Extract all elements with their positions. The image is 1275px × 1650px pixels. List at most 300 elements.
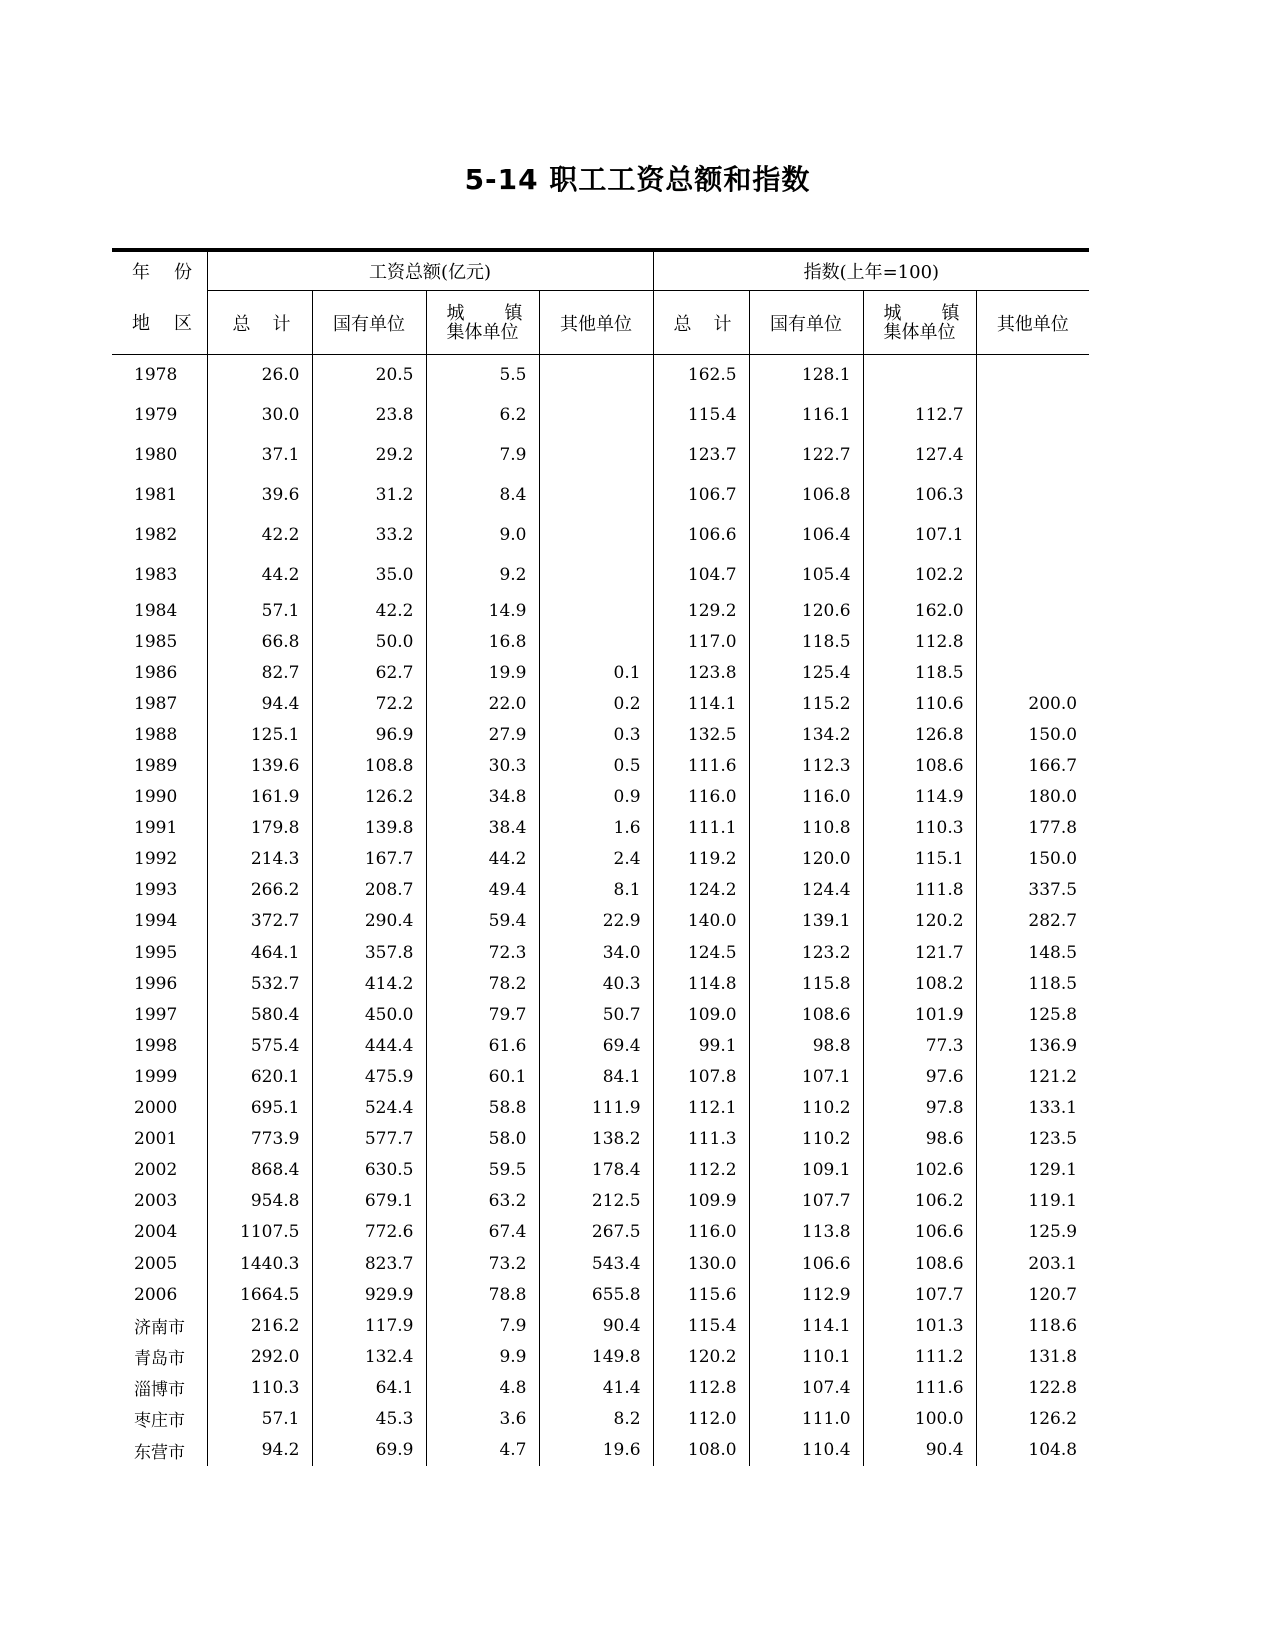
value-cell: 139.6 <box>207 750 312 781</box>
value-cell: 118.5 <box>863 657 976 688</box>
value-cell: 29.2 <box>312 435 426 475</box>
value-cell: 357.8 <box>312 937 426 968</box>
value-cell: 73.2 <box>426 1248 539 1279</box>
value-cell: 114.8 <box>653 968 749 999</box>
value-cell <box>539 355 653 396</box>
value-cell: 267.5 <box>539 1217 653 1248</box>
wages-other-header: 其他单位 <box>539 291 653 355</box>
value-cell: 113.8 <box>749 1217 863 1248</box>
value-cell: 1664.5 <box>207 1279 312 1310</box>
value-cell: 3.6 <box>426 1403 539 1434</box>
value-cell: 111.3 <box>653 1124 749 1155</box>
value-cell: 166.7 <box>976 750 1089 781</box>
value-cell: 580.4 <box>207 999 312 1030</box>
value-cell: 107.1 <box>749 1061 863 1092</box>
value-cell: 44.2 <box>426 844 539 875</box>
value-cell: 115.8 <box>749 968 863 999</box>
value-cell: 414.2 <box>312 968 426 999</box>
value-cell: 773.9 <box>207 1124 312 1155</box>
value-cell: 630.5 <box>312 1155 426 1186</box>
value-cell: 38.4 <box>426 813 539 844</box>
value-cell: 14.9 <box>426 595 539 626</box>
row-label-cell: 1993 <box>134 880 178 901</box>
value-cell: 115.6 <box>653 1279 749 1310</box>
row-label-cell: 2005 <box>134 1253 178 1274</box>
value-cell: 1440.3 <box>207 1248 312 1279</box>
value-cell <box>976 435 1089 475</box>
value-cell: 106.6 <box>653 515 749 555</box>
value-cell: 49.4 <box>426 875 539 906</box>
value-cell: 102.2 <box>863 555 976 595</box>
row-label-cell: 东营市 <box>134 1442 185 1463</box>
value-cell <box>976 395 1089 435</box>
value-cell: 77.3 <box>863 1030 976 1061</box>
value-cell: 84.1 <box>539 1061 653 1092</box>
value-cell: 954.8 <box>207 1186 312 1217</box>
value-cell: 110.3 <box>863 813 976 844</box>
value-cell: 162.5 <box>653 355 749 396</box>
value-cell: 112.9 <box>749 1279 863 1310</box>
value-cell: 140.0 <box>653 906 749 937</box>
value-cell: 107.4 <box>749 1372 863 1403</box>
table-row <box>112 595 1089 626</box>
value-cell: 120.7 <box>976 1279 1089 1310</box>
value-cell: 9.2 <box>426 555 539 595</box>
value-cell: 106.8 <box>749 475 863 515</box>
value-cell: 58.0 <box>426 1124 539 1155</box>
value-cell: 94.4 <box>207 688 312 719</box>
value-cell: 107.1 <box>863 515 976 555</box>
value-cell: 679.1 <box>312 1186 426 1217</box>
table-row <box>112 1403 1089 1434</box>
value-cell: 132.5 <box>653 719 749 750</box>
value-cell: 179.8 <box>207 813 312 844</box>
value-cell: 111.6 <box>653 750 749 781</box>
value-cell: 111.8 <box>863 875 976 906</box>
value-cell <box>539 435 653 475</box>
value-cell: 9.0 <box>426 515 539 555</box>
value-cell: 149.8 <box>539 1341 653 1372</box>
value-cell: 99.1 <box>653 1030 749 1061</box>
value-cell: 139.1 <box>749 906 863 937</box>
row-label-cell: 1996 <box>134 973 178 994</box>
value-cell: 61.6 <box>426 1030 539 1061</box>
value-cell <box>863 355 976 396</box>
value-cell: 114.1 <box>653 688 749 719</box>
value-cell: 37.1 <box>207 435 312 475</box>
value-cell: 112.2 <box>653 1155 749 1186</box>
row-label-cell: 1991 <box>134 818 178 839</box>
value-cell: 123.8 <box>653 657 749 688</box>
value-cell: 120.6 <box>749 595 863 626</box>
table-row <box>112 1435 1089 1466</box>
value-cell: 120.2 <box>863 906 976 937</box>
value-cell: 464.1 <box>207 937 312 968</box>
table-row <box>112 475 1089 515</box>
value-cell: 106.6 <box>863 1217 976 1248</box>
table-row <box>112 515 1089 555</box>
value-cell: 444.4 <box>312 1030 426 1061</box>
value-cell: 337.5 <box>976 875 1089 906</box>
value-cell: 97.6 <box>863 1061 976 1092</box>
row-label-cell: 2002 <box>134 1160 178 1181</box>
index-other-header: 其他单位 <box>976 291 1089 355</box>
value-cell: 110.2 <box>749 1093 863 1124</box>
value-cell: 63.2 <box>426 1186 539 1217</box>
value-cell: 116.1 <box>749 395 863 435</box>
value-cell: 133.1 <box>976 1093 1089 1124</box>
value-cell: 177.8 <box>976 813 1089 844</box>
value-cell: 129.1 <box>976 1155 1089 1186</box>
value-cell: 532.7 <box>207 968 312 999</box>
value-cell: 60.1 <box>426 1061 539 1092</box>
value-cell: 167.7 <box>312 844 426 875</box>
row-label-cell: 1999 <box>134 1066 178 1087</box>
value-cell: 200.0 <box>976 688 1089 719</box>
value-cell: 6.2 <box>426 395 539 435</box>
table-row <box>112 688 1089 719</box>
value-cell: 107.7 <box>749 1186 863 1217</box>
value-cell: 102.6 <box>863 1155 976 1186</box>
value-cell: 100.0 <box>863 1403 976 1434</box>
value-cell: 62.7 <box>312 657 426 688</box>
value-cell: 31.2 <box>312 475 426 515</box>
value-cell: 72.2 <box>312 688 426 719</box>
value-cell: 108.2 <box>863 968 976 999</box>
value-cell: 139.8 <box>312 813 426 844</box>
value-cell: 108.6 <box>863 750 976 781</box>
value-cell: 1107.5 <box>207 1217 312 1248</box>
row-label-cell: 2003 <box>134 1191 178 1212</box>
value-cell: 94.2 <box>207 1435 312 1466</box>
value-cell: 110.8 <box>749 813 863 844</box>
value-cell: 112.8 <box>863 626 976 657</box>
value-cell: 290.4 <box>312 906 426 937</box>
value-cell: 20.5 <box>312 355 426 396</box>
value-cell: 180.0 <box>976 782 1089 813</box>
value-cell: 66.8 <box>207 626 312 657</box>
value-cell: 0.9 <box>539 782 653 813</box>
value-cell: 214.3 <box>207 844 312 875</box>
value-cell <box>976 555 1089 595</box>
value-cell: 7.9 <box>426 435 539 475</box>
table-row <box>112 657 1089 688</box>
value-cell: 208.7 <box>312 875 426 906</box>
row-label-cell: 2000 <box>134 1098 178 1119</box>
value-cell: 127.4 <box>863 435 976 475</box>
value-cell: 138.2 <box>539 1124 653 1155</box>
value-cell: 57.1 <box>207 1403 312 1434</box>
value-cell: 98.8 <box>749 1030 863 1061</box>
value-cell: 105.4 <box>749 555 863 595</box>
value-cell: 126.2 <box>976 1403 1089 1434</box>
value-cell: 216.2 <box>207 1310 312 1341</box>
table-body <box>112 355 1089 1466</box>
value-cell: 112.1 <box>653 1093 749 1124</box>
value-cell: 98.6 <box>863 1124 976 1155</box>
table-row <box>112 555 1089 595</box>
row-label-cell: 1998 <box>134 1035 178 1056</box>
value-cell: 111.6 <box>863 1372 976 1403</box>
page-title: 5-14 职工工资总额和指数 <box>464 163 811 196</box>
table-row <box>112 999 1089 1030</box>
value-cell: 42.2 <box>207 515 312 555</box>
value-cell: 8.2 <box>539 1403 653 1434</box>
row-label-cell: 1985 <box>134 631 178 652</box>
value-cell: 136.9 <box>976 1030 1089 1061</box>
row-label-cell: 2006 <box>134 1284 178 1305</box>
value-cell: 39.6 <box>207 475 312 515</box>
value-cell: 118.6 <box>976 1310 1089 1341</box>
value-cell: 108.8 <box>312 750 426 781</box>
corner-year-header: 年 份 <box>112 250 207 291</box>
value-cell: 64.1 <box>312 1372 426 1403</box>
value-cell: 44.2 <box>207 555 312 595</box>
value-cell: 929.9 <box>312 1279 426 1310</box>
value-cell: 41.4 <box>539 1372 653 1403</box>
wages-group-header: 工资总额(亿元) <box>207 250 653 291</box>
value-cell: 109.9 <box>653 1186 749 1217</box>
value-cell: 121.7 <box>863 937 976 968</box>
value-cell: 110.6 <box>863 688 976 719</box>
value-cell: 115.2 <box>749 688 863 719</box>
value-cell: 282.7 <box>976 906 1089 937</box>
value-cell: 114.9 <box>863 782 976 813</box>
value-cell: 111.0 <box>749 1403 863 1434</box>
value-cell: 125.9 <box>976 1217 1089 1248</box>
value-cell: 292.0 <box>207 1341 312 1372</box>
index-group-header: 指数(上年=100) <box>653 250 1089 291</box>
value-cell <box>976 626 1089 657</box>
corner-region-header: 地 区 <box>112 291 207 355</box>
value-cell <box>539 626 653 657</box>
value-cell: 150.0 <box>976 719 1089 750</box>
value-cell: 115.4 <box>653 395 749 435</box>
value-cell: 116.0 <box>749 782 863 813</box>
value-cell <box>539 395 653 435</box>
value-cell: 524.4 <box>312 1093 426 1124</box>
value-cell: 111.2 <box>863 1341 976 1372</box>
value-cell: 125.4 <box>749 657 863 688</box>
table-row <box>112 1372 1089 1403</box>
value-cell: 107.8 <box>653 1061 749 1092</box>
table-row <box>112 626 1089 657</box>
value-cell: 111.1 <box>653 813 749 844</box>
value-cell: 8.1 <box>539 875 653 906</box>
table-row <box>112 1341 1089 1372</box>
value-cell: 35.0 <box>312 555 426 595</box>
value-cell: 79.7 <box>426 999 539 1030</box>
value-cell: 67.4 <box>426 1217 539 1248</box>
value-cell <box>976 475 1089 515</box>
value-cell: 72.3 <box>426 937 539 968</box>
value-cell: 123.5 <box>976 1124 1089 1155</box>
value-cell: 8.4 <box>426 475 539 515</box>
value-cell: 96.9 <box>312 719 426 750</box>
row-label-cell: 1983 <box>134 565 178 585</box>
value-cell: 772.6 <box>312 1217 426 1248</box>
value-cell: 23.8 <box>312 395 426 435</box>
value-cell: 126.2 <box>312 782 426 813</box>
value-cell: 101.9 <box>863 999 976 1030</box>
value-cell: 78.8 <box>426 1279 539 1310</box>
value-cell: 130.0 <box>653 1248 749 1279</box>
row-label-cell: 2001 <box>134 1129 178 1150</box>
row-label-cell: 1981 <box>134 485 178 505</box>
value-cell: 543.4 <box>539 1248 653 1279</box>
value-cell: 33.2 <box>312 515 426 555</box>
row-label-cell: 1986 <box>134 662 178 683</box>
value-cell: 115.4 <box>653 1310 749 1341</box>
value-cell: 132.4 <box>312 1341 426 1372</box>
wages-collective-header: 城 镇 集体单位 <box>426 291 539 355</box>
value-cell: 575.4 <box>207 1030 312 1061</box>
value-cell: 5.5 <box>426 355 539 396</box>
value-cell: 178.4 <box>539 1155 653 1186</box>
value-cell: 124.4 <box>749 875 863 906</box>
value-cell: 117.9 <box>312 1310 426 1341</box>
value-cell: 110.1 <box>749 1341 863 1372</box>
value-cell: 111.9 <box>539 1093 653 1124</box>
value-cell: 69.9 <box>312 1435 426 1466</box>
value-cell: 868.4 <box>207 1155 312 1186</box>
value-cell: 120.0 <box>749 844 863 875</box>
value-cell: 123.2 <box>749 937 863 968</box>
wages-total-header: 总 计 <box>207 291 312 355</box>
value-cell: 0.5 <box>539 750 653 781</box>
value-cell: 118.5 <box>749 626 863 657</box>
value-cell: 97.8 <box>863 1093 976 1124</box>
index-total-header: 总 计 <box>653 291 749 355</box>
value-cell: 30.0 <box>207 395 312 435</box>
value-cell: 117.0 <box>653 626 749 657</box>
table-row <box>112 1030 1089 1061</box>
value-cell: 124.5 <box>653 937 749 968</box>
value-cell: 577.7 <box>312 1124 426 1155</box>
index-state-header: 国有单位 <box>749 291 863 355</box>
row-label-cell: 2004 <box>134 1222 178 1243</box>
value-cell: 42.2 <box>312 595 426 626</box>
value-cell: 69.4 <box>539 1030 653 1061</box>
value-cell: 7.9 <box>426 1310 539 1341</box>
row-label-cell: 枣庄市 <box>134 1411 185 1432</box>
value-cell: 125.8 <box>976 999 1089 1030</box>
value-cell: 22.9 <box>539 906 653 937</box>
value-cell: 108.6 <box>749 999 863 1030</box>
value-cell: 112.3 <box>749 750 863 781</box>
value-cell: 0.3 <box>539 719 653 750</box>
value-cell: 50.7 <box>539 999 653 1030</box>
value-cell: 22.0 <box>426 688 539 719</box>
row-label-cell: 1994 <box>134 911 178 932</box>
table-row <box>112 1217 1089 1248</box>
value-cell <box>539 555 653 595</box>
value-cell: 123.7 <box>653 435 749 475</box>
value-cell: 108.0 <box>653 1435 749 1466</box>
row-label-cell: 1995 <box>134 942 178 963</box>
value-cell: 112.7 <box>863 395 976 435</box>
value-cell <box>976 595 1089 626</box>
value-cell: 110.4 <box>749 1435 863 1466</box>
value-cell: 27.9 <box>426 719 539 750</box>
value-cell: 26.0 <box>207 355 312 396</box>
value-cell: 148.5 <box>976 937 1089 968</box>
value-cell: 120.2 <box>653 1341 749 1372</box>
value-cell <box>976 355 1089 396</box>
value-cell: 9.9 <box>426 1341 539 1372</box>
table-row <box>112 844 1089 875</box>
value-cell <box>539 515 653 555</box>
value-cell: 45.3 <box>312 1403 426 1434</box>
table-row <box>112 1279 1089 1310</box>
value-cell: 122.8 <box>976 1372 1089 1403</box>
value-cell: 104.8 <box>976 1435 1089 1466</box>
value-cell: 266.2 <box>207 875 312 906</box>
table-row <box>112 1186 1089 1217</box>
value-cell: 110.3 <box>207 1372 312 1403</box>
table-row <box>112 395 1089 435</box>
row-label-cell: 1984 <box>134 600 178 621</box>
value-cell: 106.4 <box>749 515 863 555</box>
table-row <box>112 813 1089 844</box>
table-row <box>112 435 1089 475</box>
table-row <box>112 1310 1089 1341</box>
row-label-cell: 1987 <box>134 693 178 714</box>
value-cell: 655.8 <box>539 1279 653 1310</box>
value-cell: 78.2 <box>426 968 539 999</box>
value-cell: 106.2 <box>863 1186 976 1217</box>
table-row <box>112 1061 1089 1092</box>
value-cell: 19.6 <box>539 1435 653 1466</box>
value-cell: 161.9 <box>207 782 312 813</box>
value-cell: 106.3 <box>863 475 976 515</box>
table-row <box>112 1093 1089 1124</box>
value-cell: 58.8 <box>426 1093 539 1124</box>
value-cell: 90.4 <box>539 1310 653 1341</box>
value-cell <box>539 475 653 515</box>
table-row <box>112 875 1089 906</box>
value-cell: 162.0 <box>863 595 976 626</box>
value-cell: 450.0 <box>312 999 426 1030</box>
row-label-cell: 1997 <box>134 1004 178 1025</box>
row-label-cell: 1979 <box>134 405 178 425</box>
value-cell: 0.2 <box>539 688 653 719</box>
value-cell: 59.5 <box>426 1155 539 1186</box>
value-cell: 129.2 <box>653 595 749 626</box>
table-row <box>112 719 1089 750</box>
row-label-cell: 1978 <box>134 365 178 385</box>
value-cell: 1.6 <box>539 813 653 844</box>
value-cell: 119.1 <box>976 1186 1089 1217</box>
value-cell: 114.1 <box>749 1310 863 1341</box>
table-row <box>112 355 1089 396</box>
value-cell: 131.8 <box>976 1341 1089 1372</box>
value-cell: 30.3 <box>426 750 539 781</box>
value-cell: 124.2 <box>653 875 749 906</box>
value-cell: 57.1 <box>207 595 312 626</box>
value-cell: 90.4 <box>863 1435 976 1466</box>
value-cell: 4.7 <box>426 1435 539 1466</box>
table-row <box>112 937 1089 968</box>
value-cell: 116.0 <box>653 1217 749 1248</box>
row-label-cell: 1990 <box>134 787 178 808</box>
value-cell: 34.8 <box>426 782 539 813</box>
value-cell: 126.8 <box>863 719 976 750</box>
value-cell: 109.1 <box>749 1155 863 1186</box>
value-cell: 134.2 <box>749 719 863 750</box>
row-label-cell: 1989 <box>134 756 178 777</box>
value-cell: 112.8 <box>653 1372 749 1403</box>
